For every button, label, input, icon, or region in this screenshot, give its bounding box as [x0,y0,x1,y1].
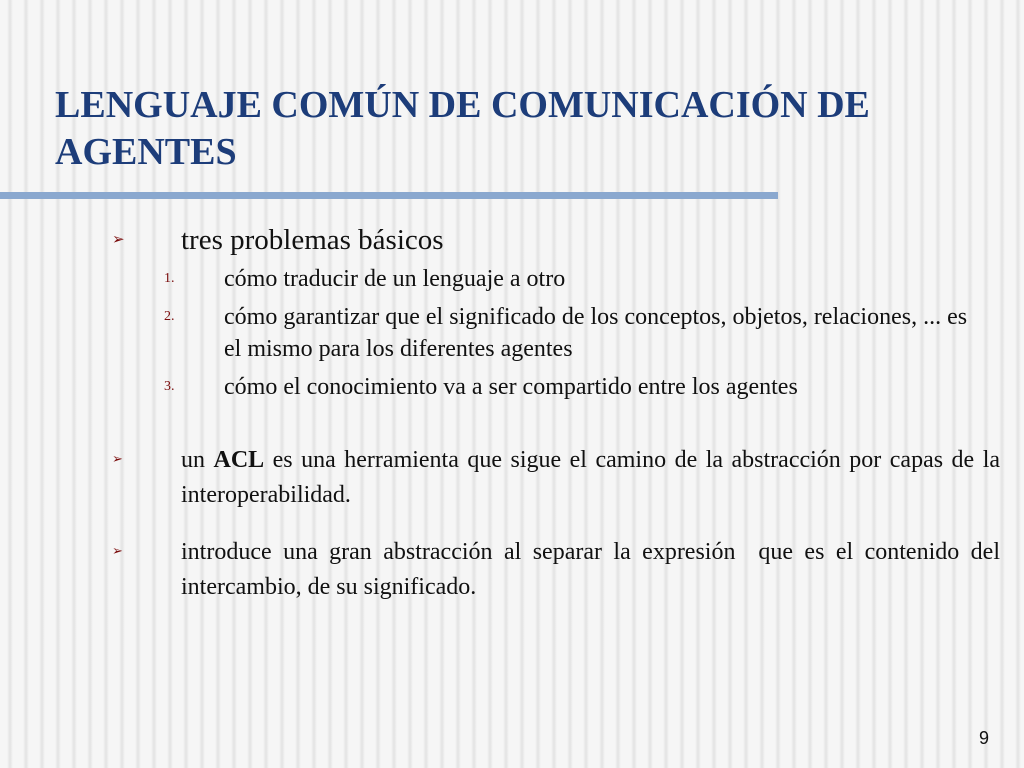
list-item [110,263,974,295]
bullet-item [110,221,1000,409]
page-number: 9 [978,728,989,748]
list-item-text: cómo el conocimiento va a ser compartido entre los agentes [224,374,798,400]
bullet-item [110,535,1006,605]
list-number: 1. [164,271,175,286]
arrow-bullet-icon: ➢ [112,230,125,248]
list-number: 2. [164,309,175,324]
title-underline [0,192,778,199]
bullet-content [164,221,974,409]
list-number: 3. [164,379,175,394]
list-item-text: cómo traducir de un lenguaje a otro [224,266,566,292]
bullet-text-suffix: es una herramienta que sigue el camino de la abstracción por capas de la interoperabilidad. [181,447,1001,508]
bullet-text: tres problemas básicos [181,224,444,256]
acl-term: ACL [213,447,265,473]
list-item [110,371,974,403]
bullet-text [181,443,1000,513]
list-item-text: cómo garantizar que el significado de los conceptos, objetos, relaciones, ... es el mismo para los diferentes agentes [224,304,968,362]
numbered-list [164,263,974,403]
bullet-text: introduce una gran abstracción al separar la expresión que es el contenido del intercambio, de su significado. [181,539,1006,600]
list-item [110,301,974,365]
slide-title: LENGUAJE COMÚN DE COMUNICACIÓN DE AGENTES [55,84,870,173]
arrow-bullet-icon: ➢ [112,452,123,467]
arrow-bullet-icon: ➢ [112,544,123,559]
slide-body [110,221,1006,605]
bullet-text-prefix: un [181,447,214,473]
bullet-item [110,443,1000,513]
